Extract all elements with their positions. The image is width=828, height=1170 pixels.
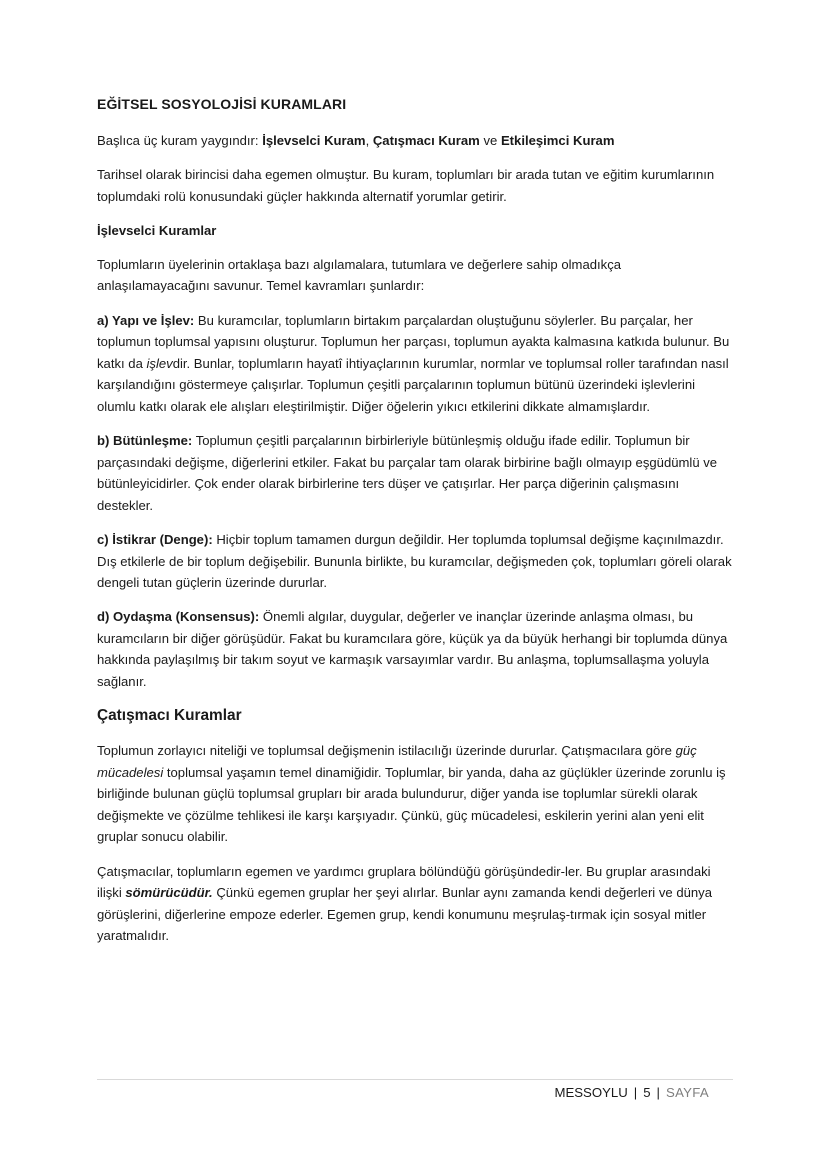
conflict-p1-text1: Toplumun zorlayıcı niteliği ve toplumsal değişmenin istilacılığı üzerinde dururlar. Çatışmacılara göre xyxy=(97,743,676,759)
concept-a-text1: Bu kuramcılar, toplumların birtakım parçalardan oluştuğunu söylerler. Bu parçalar, her toplumun toplumsal yapısını oluşturur. Toplumun her parçası, toplumun ayakta kalmasına katkıda bulunur. Bu katkı da xyxy=(97,312,730,371)
historical-paragraph: Tarihsel olarak birincisi daha egemen olmuştur. Bu kuram, toplumları bir arada tutan ve eğitim kurumlarının toplumdaki rolü konusundaki güçler hakkında alternatif yorumlar getirir. xyxy=(97,167,715,204)
footer-page-word: SAYFA xyxy=(665,1085,709,1100)
intro-prefix: Başlıca üç kuram yaygındır: xyxy=(97,133,263,148)
concept-consensus xyxy=(97,606,733,692)
conflict-p2-text2: Çünkü egemen gruplar her şeyi alırlar. Bunlar aynı zamanda kendi değerleri ve dünya görüşlerini, diğerlerine empoze ederler. Egemen grup, kendi konumunu meşrulaş-tırmak için sosyal mitler yaratmalıdır. xyxy=(97,885,712,944)
functionalist-intro: Toplumların üyelerinin ortaklaşa bazı algılamalara, tutumlara ve değerlere sahip olmadıkça anlaşılamayacağını savunur. Temel kavramları şunlardır: xyxy=(97,256,622,294)
conflict-p2-text1: Çatışmacılar, toplumların egemen ve yardımcı gruplara bölündüğü görüşündedir-ler. Bu gruplar arasındaki ilişki xyxy=(97,863,711,901)
document-title: EĞİTSEL SOSYOLOJİSİ KURAMLARI xyxy=(97,96,347,112)
intro-comma: , xyxy=(365,133,373,148)
concept-structure-function xyxy=(97,310,733,418)
functionalist-heading: İşlevselci Kuramlar xyxy=(97,222,217,238)
footer-separator-1: | xyxy=(633,1085,638,1100)
intro-paragraph xyxy=(97,130,733,152)
footer-divider xyxy=(97,1079,733,1080)
page-footer xyxy=(554,1085,709,1100)
concept-integration xyxy=(97,430,733,516)
conflict-p1-text2: toplumsal yaşamın temel dinamiğidir. Toplumlar, bir yanda, daha az güçlükler üzerinde zorunlu iş birliğinde bulunan güçlü toplumsal grupları bir arada bulundurur, diğer yanda ise toplumlar sürekli olarak değişmekte ve çözülme tehlikesi ile karşı karşıyadır. Çünkü, güç mücadelesi, eskilerin yerini alan yeni elit gruplar sonucu olabilir. xyxy=(97,764,726,845)
theory-conflict: Çatışmacı Kuram xyxy=(372,133,480,148)
concept-a-italic: işlev xyxy=(146,355,173,371)
concept-b-text: Toplumun çeşitli parçalarının birbirleriyle bütünleşmiş olduğu ifade edilir. Toplumun bir parçasındaki değişme, diğerlerini etkiler. Fakat bu parçalar tam olarak birbirine bağlı olmayıp eşgüdümlü ve bütünleyicidirler. Çok ender olarak birbirlerine ters düşer ve çatışırlar. Her parça diğerinin çalışmasını destekler. xyxy=(97,433,718,513)
concept-a-label: a) Yapı ve İşlev: xyxy=(97,312,195,328)
conflict-p1-italic: güç mücadelesi xyxy=(97,743,697,780)
theory-interactionist: Etkileşimci Kuram xyxy=(500,133,615,148)
theory-functionalist: İşlevselci Kuram xyxy=(262,133,366,148)
concept-c-label: c) İstikrar (Denge): xyxy=(97,531,213,547)
conflict-heading: Çatışmacı Kuramlar xyxy=(97,707,242,725)
concept-b-label: b) Bütünleşme: xyxy=(97,433,193,449)
concept-c-text: Hiçbir toplum tamamen durgun değildir. Her toplumda toplumsal değişme kaçınılmazdır. Dış etkilerle de bir toplum değişebilir. Bununla birlikte, bu kuramcılar, değişmeden çok, toplumları göreli olarak dengeli tutan güçlerin üzerinde dururlar. xyxy=(97,531,732,591)
document-page xyxy=(97,96,733,959)
conflict-p2-bolditalic: sömürücüdür. xyxy=(125,885,213,901)
concept-d-text: Önemli algılar, duygular, değerler ve inançlar üzerinde anlaşma olması, bu kuramcıların bir diğer görüşüdür. Fakat bu kuramcılara göre, küçük ya da büyük herhangi bir toplumda dünya hakkında paylaşılmış bir takım soyut ve karmaşık varsayımlar vardır. Bu anlaşma, toplumsallaşma yoluyla sağlanır. xyxy=(97,609,728,689)
conflict-paragraph-2 xyxy=(97,861,733,947)
concept-stability xyxy=(97,529,733,594)
footer-page-number: 5 xyxy=(643,1085,651,1100)
concept-d-label: d) Oydaşma (Konsensus): xyxy=(97,609,260,625)
footer-author: MESSOYLU xyxy=(554,1085,628,1100)
concept-a-text2: dir. Bunlar, toplumların hayatî ihtiyaçlarının kurumlar, normlar ve toplumsal roller tarafından nasıl karşılandığını göstermeye çalışırlar. Toplumun çeşitli parçalarının toplumun bütünü üzerindeki işlevlerini olumlu katkı olarak ele alışları eleştirilmiştir. Diğer öğelerin yıkıcı etkilerini dikkate almamışlardır. xyxy=(97,355,729,414)
conflict-paragraph-1 xyxy=(97,740,733,848)
intro-and: ve xyxy=(479,133,501,148)
footer-separator-2: | xyxy=(656,1085,660,1100)
